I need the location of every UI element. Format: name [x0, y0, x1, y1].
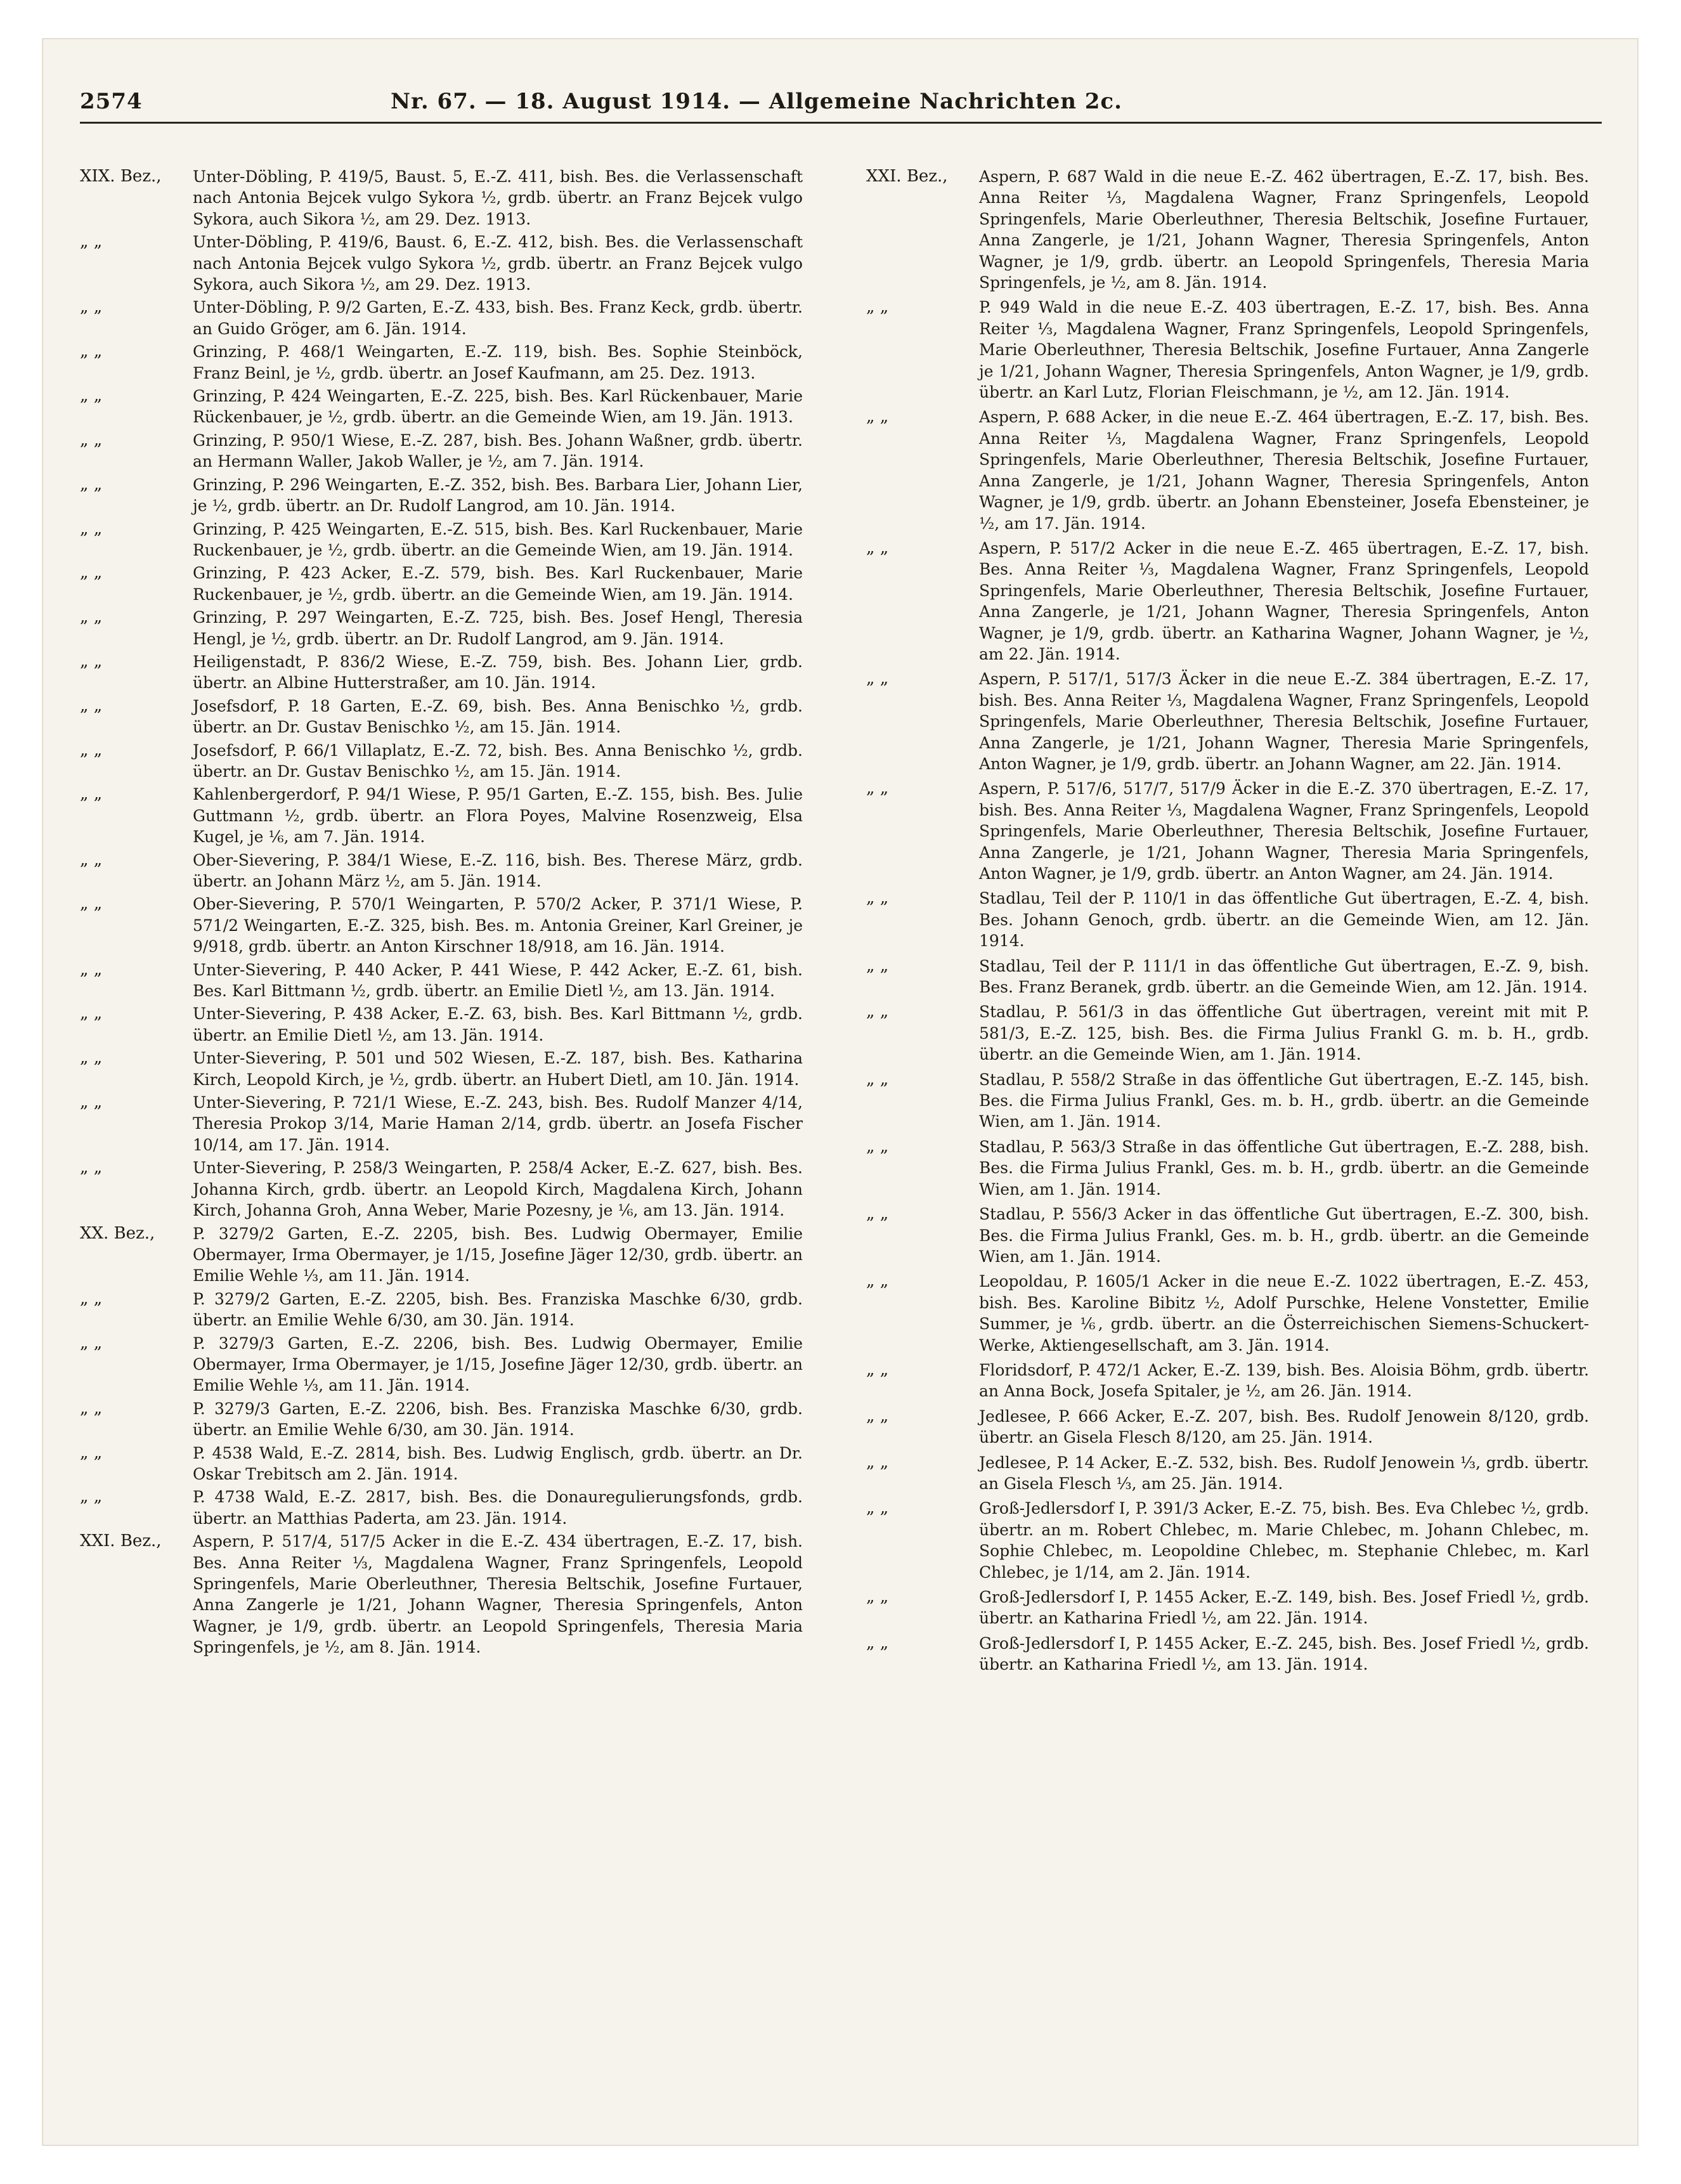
district-label: „ „ [80, 1333, 103, 1353]
register-entry [80, 231, 803, 295]
district-label: „ „ [80, 1158, 103, 1178]
entry-text: Unter-Sievering, P. 721/1 Wiese, E.-Z. 243, bish. Bes. Rudolf Manzer 4/14, Theresia Prokop 3/14, Marie Haman 2/14, grdb. übertr. an Josefa Fischer 10/14, am 17. Jän. 1914. [193, 1093, 803, 1154]
district-label: „ „ [866, 1069, 889, 1089]
register-entry [80, 166, 803, 230]
entry-text: Aspern, P. 517/4, 517/5 Acker in die E.-Z. 434 übertragen, E.-Z. 17, bish. Bes. Anna Reiter ⅓, Magdalena Wagner, Franz Springenfels, Leopold Springenfels, Marie Oberleuthner, Theresia Beltschik, Josefine Furtauer, Anna Zangerle je 1/21, Johann Wagner, Theresia Springenfels, Anton Wagner, je 1/9, grdb. übertr. an Leopold Springenfels, Theresia Maria Springenfels, je ½, am 8. Jän. 1914. [193, 1532, 803, 1657]
district-label: „ „ [80, 1487, 103, 1507]
register-entry [80, 1157, 803, 1221]
entry-text: Grinzing, P. 297 Weingarten, E.-Z. 725, bish. Bes. Josef Hengl, Theresia Hengl, je ½, grdb. übertr. an Dr. Rudolf Langrod, am 9. Jän. 1914. [193, 608, 803, 648]
district-label: „ „ [80, 474, 103, 494]
district-label: „ „ [866, 779, 889, 798]
entry-text: P. 3279/3 Garten, E.-Z. 2206, bish. Bes. Franziska Maschke 6/30, grdb. übertr. an Emilie Wehle 6/30, am 30. Jän. 1914. [193, 1399, 803, 1440]
entry-text: Unter-Sievering, P. 440 Acker, P. 441 Wiese, P. 442 Acker, E.-Z. 61, bish. Bes. Karl Bittmann ½, grdb. übertr. an Emilie Dietl ½, am 13. Jän. 1914. [193, 960, 803, 1001]
page-number: 2574 [80, 89, 143, 114]
district-label: „ „ [866, 1204, 889, 1224]
left-column [80, 166, 803, 1660]
district-label: „ „ [866, 1136, 889, 1156]
register-entry [80, 1289, 803, 1331]
district-label: „ „ [80, 232, 103, 252]
entry-text: Aspern, P. 517/6, 517/7, 517/9 Äcker in die E.-Z. 370 übertragen, E.-Z. 17, bish. Bes. Anna Reiter ⅓, Magdalena Wagner, Franz Springenfels, Leopold Springenfels, Marie Oberleuthner, Theresia Beltschik, Josefine Furtauer, Anna Zangerle, je 1/21, Johann Wagner, Theresia Maria Springenfels, Anton Wagner, je 1/9, grdb. übertr. an Anton Wagner, am 24. Jän. 1914. [979, 779, 1589, 883]
register-entry [866, 1360, 1589, 1402]
register-entry [80, 850, 803, 892]
right-column [866, 166, 1589, 1679]
register-entry [80, 784, 803, 847]
district-label: „ „ [866, 888, 889, 908]
register-entry [866, 1498, 1589, 1583]
district-label: „ „ [80, 1443, 103, 1462]
register-entry [80, 1092, 803, 1155]
register-entry [866, 406, 1589, 533]
district-label: „ „ [866, 538, 889, 557]
register-entry [866, 1406, 1589, 1448]
register-entry [80, 519, 803, 561]
entry-text: Groß-Jedlersdorf I, P. 1455 Acker, E.-Z. 245, bish. Bes. Josef Friedl ½, grdb. übertr. an Katharina Friedl ½, am 13. Jän. 1914. [979, 1634, 1589, 1674]
register-entry [866, 778, 1589, 884]
entry-text: Stadlau, Teil der P. 111/1 in das öffentliche Gut übertragen, E.-Z. 9, bish. Bes. Franz Beranek, grdb. übertr. an die Gemeinde Wien, am 12. Jän. 1914. [979, 956, 1589, 997]
register-entry [80, 341, 803, 384]
page-header [80, 81, 1602, 119]
entry-text: Grinzing, P. 950/1 Wiese, E.-Z. 287, bish. Bes. Johann Waßner, grdb. übertr. an Hermann Waller, Jakob Waller, je ½, am 7. Jän. 1914. [193, 431, 803, 471]
register-entry [866, 297, 1589, 403]
entry-text: Grinzing, P. 425 Weingarten, E.-Z. 515, bish. Bes. Karl Ruckenbauer, Marie Ruckenbauer, je ½, grdb. übertr. an die Gemeinde Wien, am 19. Jän. 1914. [193, 519, 803, 559]
entry-text: Unter-Sievering, P. 258/3 Weingarten, P. 258/4 Acker, E.-Z. 627, bish. Bes. Johanna Kirch, grdb. übertr. an Leopold Kirch, Magdalena Kirch, Johann Kirch, Johanna Groh, Anna Weber, Marie Pozesny, je ⅙, am 13. Jän. 1914. [193, 1159, 803, 1220]
entry-text: Grinzing, P. 423 Acker, E.-Z. 579, bish. Bes. Karl Ruckenbauer, Marie Ruckenbauer, je ½, grdb. übertr. an die Gemeinde Wien, am 19. Jän. 1914. [193, 564, 803, 604]
register-entry [80, 1003, 803, 1046]
district-label: „ „ [80, 784, 103, 804]
entry-text: Jedlesee, P. 666 Acker, E.-Z. 207, bish. Bes. Rudolf Jenowein 8/120, grdb. übertr. an Gisela Flesch 8/120, am 25. Jän. 1914. [979, 1407, 1589, 1447]
entry-text: Floridsdorf, P. 472/1 Acker, E.-Z. 139, bish. Bes. Aloisia Böhm, grdb. übertr. an Anna Bock, Josefa Spitaler, je ½, am 26. Jän. 1914. [979, 1360, 1589, 1401]
register-entry [80, 607, 803, 649]
entry-text: Unter-Döbling, P. 419/5, Baust. 5, E.-Z. 411, bish. Bes. die Verlassenschaft nach Antonia Bejcek vulgo Sykora ½, grdb. übertr. an Franz Bejcek vulgo Sykora, auch Sikora ½, am 29. Dez. 1913. [193, 167, 803, 228]
register-entry [866, 1271, 1589, 1356]
register-entry [80, 1398, 803, 1441]
district-label: „ „ [866, 1452, 889, 1472]
entry-text: Aspern, P. 517/1, 517/3 Äcker in die neue E.-Z. 384 übertragen, E.-Z. 17, bish. Bes. Anna Reiter ⅓, Magdalena Wagner, Franz Springenfels, Leopold Springenfels, Marie Oberleuthner, Theresia Beltschik, Josefine Furtauer, Anna Zangerle, je 1/21, Johann Wagner, Theresia Marie Springenfels, Anton Wagner, je 1/9, grdb. übertr. an Johann Wagner, am 22. Jän. 1914. [979, 670, 1589, 773]
entry-text: P. 3279/2 Garten, E.-Z. 2205, bish. Bes. Ludwig Obermayer, Emilie Obermayer, Irma Obermayer, je 1/15, Josefine Jäger 12/30, grdb. übertr. an Emilie Wehle ⅓, am 11. Jän. 1914. [193, 1224, 803, 1285]
district-label: „ „ [866, 1002, 889, 1022]
entry-text: Josefsdorf, P. 66/1 Villaplatz, E.-Z. 72, bish. Bes. Anna Benischko ½, grdb. übertr. an Dr. Gustav Benischko ½, am 15. Jän. 1914. [193, 741, 803, 781]
district-label: „ „ [80, 430, 103, 450]
header-rule [80, 122, 1602, 124]
entry-text: Unter-Döbling, P. 419/6, Baust. 6, E.-Z. 412, bish. Bes. die Verlassenschaft nach Antonia Bejcek vulgo Sykora ½, grdb. übertr. an Franz Bejcek vulgo Sykora, auch Sikora ½, am 29. Dez. 1913. [193, 233, 803, 294]
entry-text: Stadlau, P. 561/3 in das öffentliche Gut übertragen, vereint mit mit P. 581/3, E.-Z. 125, bish. Bes. die Firma Julius Frankl G. m. b. H., grdb. übertr. an die Gemeinde Wien, am 1. Jän. 1914. [979, 1003, 1589, 1064]
register-entry [866, 1633, 1589, 1675]
district-label: „ „ [80, 297, 103, 317]
entry-text: P. 4538 Wald, E.-Z. 2814, bish. Bes. Ludwig Englisch, grdb. übertr. an Dr. Oskar Trebitsch am 2. Jän. 1914. [193, 1443, 803, 1483]
entry-text: Aspern, P. 687 Wald in die neue E.-Z. 462 übertragen, E.-Z. 17, bish. Bes. Anna Reiter ⅓, Magdalena Wagner, Franz Springenfels, Leopold Springenfels, Marie Oberleuthner, Theresia Beltschik, Josefine Furtauer, Anna Zangerle, je 1/21, Johann Wagner, Theresia Springenfels, Anton Wagner, je 1/9, grdb. übertr. an Leopold Springenfels, Theresia Maria Springenfels, je ½, am 8. Jän. 1914. [979, 167, 1589, 292]
district-label: „ „ [80, 386, 103, 406]
district-label: „ „ [866, 1498, 889, 1518]
entry-text: Aspern, P. 517/2 Acker in die neue E.-Z. 465 übertragen, E.-Z. 17, bish. Bes. Anna Reiter ⅓, Magdalena Wagner, Franz Springenfels, Leopold Springenfels, Marie Oberleuthner, Theresia Beltschik, Josefine Furtauer, Anna Zangerle, je 1/21, Johann Wagner, Theresia Springenfels, Anton Wagner, je 1/9, grdb. übertr. an Katharina Wagner, Johann Wagner, je ½, am 22. Jän. 1914. [979, 538, 1589, 663]
entry-text: Josefsdorf, P. 18 Garten, E.-Z. 69, bish. Bes. Anna Benischko ½, grdb. übertr. an Dr. Gustav Benischko ½, am 15. Jän. 1914. [193, 696, 803, 737]
district-label: „ „ [80, 850, 103, 869]
district-label: „ „ [80, 1398, 103, 1418]
district-label: XXI. Bez., [80, 1531, 162, 1551]
district-label: „ „ [80, 1048, 103, 1068]
entry-text: Aspern, P. 688 Acker, in die neue E.-Z. 464 übertragen, E.-Z. 17, bish. Bes. Anna Reiter ⅓, Magdalena Wagner, Franz Springenfels, Leopold Springenfels, Marie Oberleuthner, Theresia Beltschik, Josefine Furtauer, Anna Zangerle, je 1/21, Johann Wagner, Theresia Springenfels, Anton Wagner, je 1/9, grdb. übertr. an Johann Ebensteiner, Josefa Ebensteiner, je ½, am 17. Jän. 1914. [979, 408, 1589, 533]
district-label: XX. Bez., [80, 1223, 155, 1243]
register-entry [80, 297, 803, 339]
register-entry [80, 1443, 803, 1485]
entry-text: Leopoldau, P. 1605/1 Acker in die neue E.-Z. 1022 übertragen, E.-Z. 453, bish. Bes. Karoline Bibitz ½, Adolf Purschke, Helene Vonstetter, Emilie Summer, je ⅙, grdb. übertr. an die Österreichischen Siemens-Schuckert-Werke, Aktiengesellschaft, am 3. Jän. 1914. [979, 1272, 1589, 1355]
register-entry [866, 668, 1589, 774]
district-label: „ „ [866, 1406, 889, 1426]
district-label: „ „ [80, 519, 103, 538]
entry-text: P. 949 Wald in die neue E.-Z. 403 übertragen, E.-Z. 17, bish. Bes. Anna Reiter ⅓, Magdalena Wagner, Franz Springenfels, Leopold Springenfels, Marie Oberleuthner, Theresia Beltschik, Josefine Furtauer, Anna Zangerle je 1/21, Johann Wagner, Theresia Springenfels, Anton Wagner, je 1/9, grdb. übertr. an Karl Lutz, Florian Fleischmann, je ½, am 12. Jän. 1914. [979, 298, 1589, 402]
register-entry [866, 1587, 1589, 1629]
district-label: „ „ [866, 1360, 889, 1379]
district-label: „ „ [866, 407, 889, 427]
district-label: „ „ [80, 608, 103, 627]
entry-text: Heiligenstadt, P. 836/2 Wiese, E.-Z. 759, bish. Bes. Johann Lier, grdb. übertr. an Albine Hutterstraßer, am 10. Jän. 1914. [193, 652, 803, 692]
register-entry [80, 562, 803, 605]
register-entry [80, 386, 803, 428]
register-entry [80, 1486, 803, 1529]
register-entry [866, 1069, 1589, 1133]
district-label: „ „ [80, 959, 103, 979]
entry-text: Jedlesee, P. 14 Acker, E.-Z. 532, bish. Bes. Rudolf Jenowein ⅓, grdb. übertr. an Gisela Flesch ⅓, am 25. Jän. 1914. [979, 1453, 1589, 1493]
district-label: „ „ [80, 342, 103, 361]
register-entry [866, 538, 1589, 665]
district-label: „ „ [866, 1587, 889, 1606]
register-entry [80, 1223, 803, 1287]
register-entry [866, 1204, 1589, 1267]
entry-text: P. 4738 Wald, E.-Z. 2817, bish. Bes. die Donauregulierungsfonds, grdb. übertr. an Matthias Paderta, am 23. Jän. 1914. [193, 1488, 803, 1528]
entry-text: Stadlau, Teil der P. 110/1 in das öffentliche Gut übertragen, E.-Z. 4, bish. Bes. Johann Genoch, grdb. übertr. an die Gemeinde Wien, am 12. Jän. 1914. [979, 889, 1589, 951]
district-label: „ „ [866, 956, 889, 975]
district-label: „ „ [80, 1004, 103, 1024]
entry-text: Groß-Jedlersdorf I, P. 391/3 Acker, E.-Z. 75, bish. Bes. Eva Chlebec ½, grdb. übertr. an m. Robert Chlebec, m. Marie Chlebec, m. Johann Chlebec, m. Sophie Chlebec, m. Leopoldine Chlebec, m. Stephanie Chlebec, m. Karl Chlebec, je 1/14, am 2. Jän. 1914. [979, 1499, 1589, 1582]
entry-text: Ober-Sievering, P. 384/1 Wiese, E.-Z. 116, bish. Bes. Therese März, grdb. übertr. an Johann März ½, am 5. Jän. 1914. [193, 850, 803, 890]
entry-text: Stadlau, P. 563/3 Straße in das öffentliche Gut übertragen, E.-Z. 288, bish. Bes. die Firma Julius Frankl, Ges. m. b. H., grdb. übertr. an die Gemeinde Wien, am 1. Jän. 1914. [979, 1137, 1589, 1199]
register-entry [80, 740, 803, 783]
district-label: XXI. Bez., [866, 167, 948, 186]
register-entry [80, 894, 803, 957]
district-label: „ „ [80, 696, 103, 715]
entry-text: Unter-Sievering, P. 438 Acker, E.-Z. 63, bish. Bes. Karl Bittmann ½, grdb. übertr. an Emilie Dietl ½, am 13. Jän. 1914. [193, 1004, 803, 1044]
register-entry [80, 696, 803, 738]
entry-text: Unter-Döbling, P. 9/2 Garten, E.-Z. 433, bish. Bes. Franz Keck, grdb. übertr. an Guido Gröger, am 6. Jän. 1914. [193, 298, 803, 338]
register-entry [866, 166, 1589, 293]
district-label: „ „ [80, 563, 103, 583]
entry-text: Grinzing, P. 424 Weingarten, E.-Z. 225, bish. Bes. Karl Rückenbauer, Marie Rückenbauer, je ½, grdb. übertr. an die Gemeinde Wien, am 19. Jän. 1913. [193, 387, 803, 427]
district-label: XIX. Bez., [80, 167, 162, 186]
register-entry [866, 1001, 1589, 1065]
entry-text: Stadlau, P. 556/3 Acker in das öffentliche Gut übertragen, E.-Z. 300, bish. Bes. die Firma Julius Frankl, Ges. m. b. H., grdb. übertr. an die Gemeinde Wien, am 1. Jän. 1914. [979, 1205, 1589, 1266]
register-entry [80, 651, 803, 694]
entry-text: Kahlenbergerdorf, P. 94/1 Wiese, P. 95/1 Garten, E.-Z. 155, bish. Bes. Julie Guttmann ½, grdb. übertr. an Flora Poyes, Malvine Rosenzweig, Elsa Kugel, je ⅙, am 7. Jän. 1914. [193, 785, 803, 847]
entry-text: Grinzing, P. 468/1 Weingarten, E.-Z. 119, bish. Bes. Sophie Steinböck, Franz Beinl, je ½, grdb. übertr. an Josef Kaufmann, am 25. Dez. 1913. [193, 342, 803, 382]
register-entry [866, 888, 1589, 951]
district-label: „ „ [866, 669, 889, 689]
district-label: „ „ [866, 1633, 889, 1653]
register-entry [80, 1048, 803, 1090]
running-title: Nr. 67. — 18. August 1914. — Allgemeine Nachrichten 2c. [391, 89, 1122, 114]
entry-text: Ober-Sievering, P. 570/1 Weingarten, P. 570/2 Acker, P. 371/1 Wiese, P. 571/2 Weingarten, E.-Z. 325, bish. Bes. m. Antonia Greiner, Karl Greiner, je 9/918, grdb. übertr. an Anton Kirschner 18/918, am 16. Jän. 1914. [193, 895, 803, 956]
register-entry [80, 1531, 803, 1658]
entry-text: Stadlau, P. 558/2 Straße in das öffentliche Gut übertragen, E.-Z. 145, bish. Bes. die Firma Julius Frankl, Ges. m. b. H., grdb. übertr. an die Gemeinde Wien, am 1. Jän. 1914. [979, 1070, 1589, 1131]
register-entry [866, 956, 1589, 998]
entry-text: P. 3279/2 Garten, E.-Z. 2205, bish. Bes. Franziska Maschke 6/30, grdb. übertr. an Emilie Wehle 6/30, am 30. Jän. 1914. [193, 1289, 803, 1330]
district-label: „ „ [866, 297, 889, 317]
register-entry [80, 430, 803, 472]
entry-text: P. 3279/3 Garten, E.-Z. 2206, bish. Bes. Ludwig Obermayer, Emilie Obermayer, Irma Obermayer, je 1/15, Josefine Jäger 12/30, grdb. übertr. an Emilie Wehle ⅓, am 11. Jän. 1914. [193, 1334, 803, 1395]
register-entry [80, 959, 803, 1002]
register-entry [866, 1452, 1589, 1495]
entry-text: Unter-Sievering, P. 501 und 502 Wiesen, E.-Z. 187, bish. Bes. Katharina Kirch, Leopold Kirch, je ½, grdb. übertr. an Hubert Dietl, am 10. Jän. 1914. [193, 1049, 803, 1089]
entry-text: Groß-Jedlersdorf I, P. 1455 Acker, E.-Z. 149, bish. Bes. Josef Friedl ½, grdb. übertr. an Katharina Friedl ½, am 22. Jän. 1914. [979, 1588, 1589, 1628]
district-label: „ „ [866, 1271, 889, 1291]
district-label: „ „ [80, 894, 103, 914]
district-label: „ „ [80, 1093, 103, 1112]
district-label: „ „ [80, 1289, 103, 1308]
district-label: „ „ [80, 740, 103, 760]
district-label: „ „ [80, 651, 103, 671]
register-entry [866, 1136, 1589, 1200]
entry-text: Grinzing, P. 296 Weingarten, E.-Z. 352, bish. Bes. Barbara Lier, Johann Lier, je ½, grdb. übertr. an Dr. Rudolf Langrod, am 10. Jän. 1914. [193, 475, 803, 516]
register-entry [80, 1333, 803, 1396]
register-entry [80, 474, 803, 517]
